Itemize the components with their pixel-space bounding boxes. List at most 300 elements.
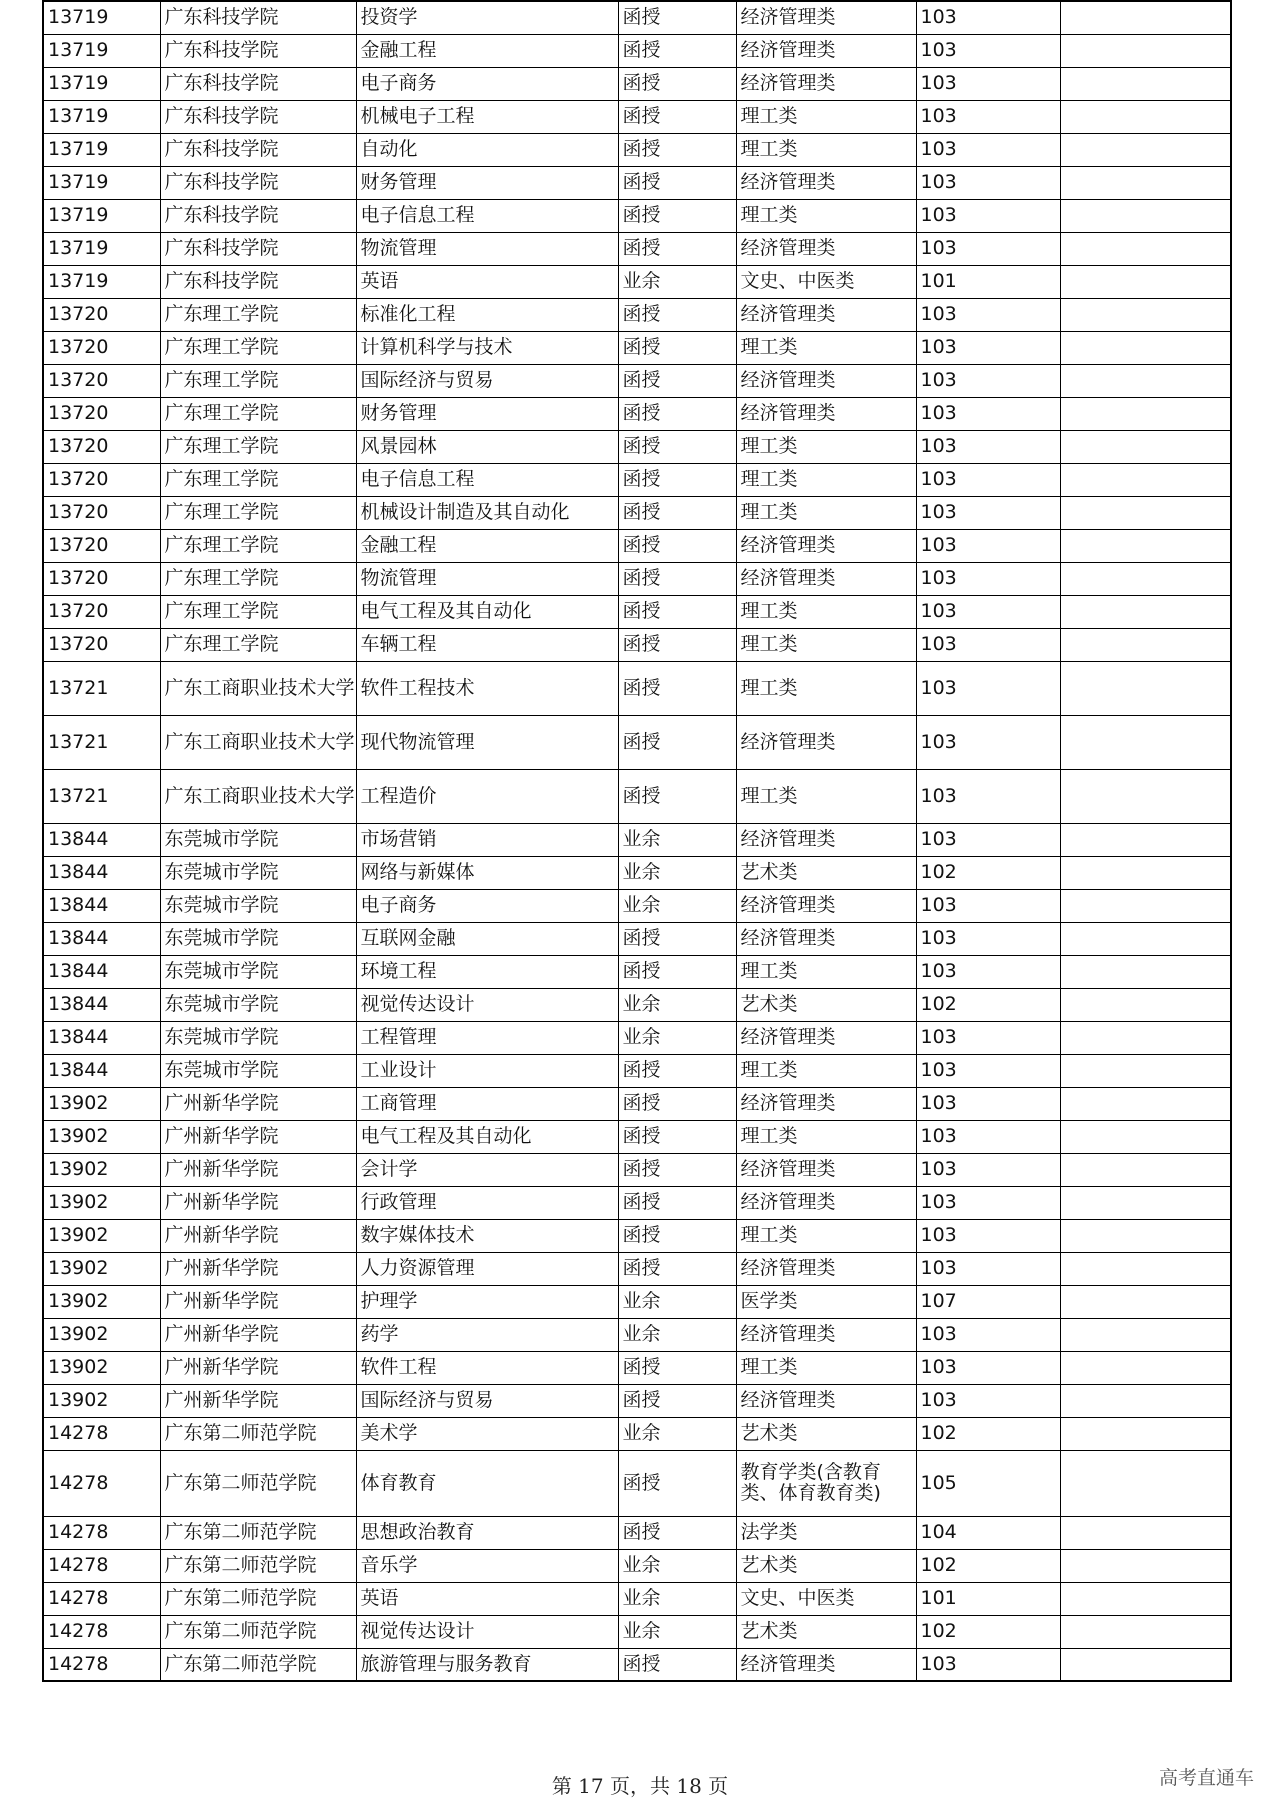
study-mode-cell: 函授 xyxy=(618,1153,736,1186)
major-name-cell: 电子商务 xyxy=(356,67,618,100)
major-name-cell: 英语 xyxy=(356,1582,618,1615)
subject-category-cell: 经济管理类 xyxy=(736,715,916,769)
study-mode-cell: 函授 xyxy=(618,1054,736,1087)
exam-code-cell: 103 xyxy=(916,133,1060,166)
table-row xyxy=(43,1087,1231,1120)
exam-code-cell: 102 xyxy=(916,1417,1060,1450)
study-mode-cell: 业余 xyxy=(618,1615,736,1648)
institution-name-cell: 广东第二师范学院 xyxy=(160,1549,356,1582)
subject-category-cell: 艺术类 xyxy=(736,1417,916,1450)
subject-category-cell: 理工类 xyxy=(736,331,916,364)
institution-code-cell: 14278 xyxy=(43,1516,160,1549)
institution-name-cell: 东莞城市学院 xyxy=(160,988,356,1021)
institution-code-cell: 13902 xyxy=(43,1285,160,1318)
subject-category-cell: 经济管理类 xyxy=(736,1186,916,1219)
subject-category-cell: 理工类 xyxy=(736,628,916,661)
table-row xyxy=(43,1648,1231,1681)
major-name-cell: 工程造价 xyxy=(356,769,618,823)
study-mode-cell: 函授 xyxy=(618,100,736,133)
remark-cell xyxy=(1060,529,1231,562)
institution-name-cell: 广东理工学院 xyxy=(160,397,356,430)
major-name-cell: 英语 xyxy=(356,265,618,298)
subject-category-cell: 医学类 xyxy=(736,1285,916,1318)
table-row xyxy=(43,133,1231,166)
major-name-cell: 音乐学 xyxy=(356,1549,618,1582)
study-mode-cell: 函授 xyxy=(618,1450,736,1516)
remark-cell xyxy=(1060,199,1231,232)
institution-name-cell: 广东科技学院 xyxy=(160,232,356,265)
study-mode-cell: 函授 xyxy=(618,595,736,628)
institution-code-cell: 13719 xyxy=(43,1,160,34)
institution-name-cell: 广东科技学院 xyxy=(160,133,356,166)
exam-code-cell: 107 xyxy=(916,1285,1060,1318)
study-mode-cell: 函授 xyxy=(618,769,736,823)
institution-code-cell: 13720 xyxy=(43,397,160,430)
institution-name-cell: 广东第二师范学院 xyxy=(160,1516,356,1549)
table-row xyxy=(43,988,1231,1021)
exam-code-cell: 103 xyxy=(916,34,1060,67)
remark-cell xyxy=(1060,823,1231,856)
exam-code-cell: 104 xyxy=(916,1516,1060,1549)
study-mode-cell: 函授 xyxy=(618,199,736,232)
institution-code-cell: 14278 xyxy=(43,1450,160,1516)
subject-category-cell: 艺术类 xyxy=(736,1615,916,1648)
remark-cell xyxy=(1060,430,1231,463)
exam-code-cell: 103 xyxy=(916,430,1060,463)
subject-category-cell: 经济管理类 xyxy=(736,1252,916,1285)
table-row xyxy=(43,856,1231,889)
remark-cell xyxy=(1060,1450,1231,1516)
remark-cell xyxy=(1060,463,1231,496)
exam-code-cell: 103 xyxy=(916,889,1060,922)
table-row xyxy=(43,199,1231,232)
study-mode-cell: 函授 xyxy=(618,397,736,430)
study-mode-cell: 函授 xyxy=(618,298,736,331)
study-mode-cell: 函授 xyxy=(618,166,736,199)
institution-name-cell: 广州新华学院 xyxy=(160,1186,356,1219)
remark-cell xyxy=(1060,1252,1231,1285)
remark-cell xyxy=(1060,988,1231,1021)
remark-cell xyxy=(1060,1615,1231,1648)
study-mode-cell: 业余 xyxy=(618,889,736,922)
exam-code-cell: 103 xyxy=(916,1021,1060,1054)
institution-code-cell: 13902 xyxy=(43,1153,160,1186)
remark-cell xyxy=(1060,628,1231,661)
remark-cell xyxy=(1060,265,1231,298)
exam-code-cell: 103 xyxy=(916,1153,1060,1186)
major-name-cell: 现代物流管理 xyxy=(356,715,618,769)
remark-cell xyxy=(1060,595,1231,628)
institution-name-cell: 广州新华学院 xyxy=(160,1153,356,1186)
exam-code-cell: 102 xyxy=(916,988,1060,1021)
subject-category-cell: 经济管理类 xyxy=(736,1384,916,1417)
study-mode-cell: 函授 xyxy=(618,529,736,562)
subject-category-cell: 文史、中医类 xyxy=(736,265,916,298)
major-name-cell: 电子商务 xyxy=(356,889,618,922)
remark-cell xyxy=(1060,232,1231,265)
subject-category-cell: 理工类 xyxy=(736,661,916,715)
institution-code-cell: 13902 xyxy=(43,1087,160,1120)
study-mode-cell: 函授 xyxy=(618,1,736,34)
institution-code-cell: 13721 xyxy=(43,769,160,823)
subject-category-cell: 理工类 xyxy=(736,496,916,529)
exam-code-cell: 102 xyxy=(916,1615,1060,1648)
subject-category-cell: 经济管理类 xyxy=(736,889,916,922)
institution-name-cell: 广东科技学院 xyxy=(160,34,356,67)
exam-code-cell: 103 xyxy=(916,529,1060,562)
major-name-cell: 机械设计制造及其自动化 xyxy=(356,496,618,529)
study-mode-cell: 业余 xyxy=(618,1549,736,1582)
remark-cell xyxy=(1060,922,1231,955)
exam-code-cell: 101 xyxy=(916,265,1060,298)
major-name-cell: 工商管理 xyxy=(356,1087,618,1120)
major-name-cell: 机械电子工程 xyxy=(356,100,618,133)
table-row xyxy=(43,1417,1231,1450)
remark-cell xyxy=(1060,166,1231,199)
remark-cell xyxy=(1060,133,1231,166)
enrollment-table xyxy=(42,0,1232,1682)
remark-cell xyxy=(1060,1021,1231,1054)
institution-code-cell: 13720 xyxy=(43,595,160,628)
remark-cell xyxy=(1060,331,1231,364)
study-mode-cell: 函授 xyxy=(618,628,736,661)
table-row xyxy=(43,1120,1231,1153)
study-mode-cell: 业余 xyxy=(618,1318,736,1351)
institution-name-cell: 广东理工学院 xyxy=(160,463,356,496)
subject-category-cell: 经济管理类 xyxy=(736,298,916,331)
study-mode-cell: 函授 xyxy=(618,955,736,988)
table-row xyxy=(43,661,1231,715)
page-number: 第 17 页，共 18 页 xyxy=(551,1774,729,1798)
subject-category-cell: 经济管理类 xyxy=(736,1318,916,1351)
institution-name-cell: 广东第二师范学院 xyxy=(160,1648,356,1681)
exam-code-cell: 103 xyxy=(916,232,1060,265)
remark-cell xyxy=(1060,1384,1231,1417)
institution-name-cell: 东莞城市学院 xyxy=(160,1054,356,1087)
institution-code-cell: 13902 xyxy=(43,1186,160,1219)
study-mode-cell: 业余 xyxy=(618,1285,736,1318)
institution-code-cell: 13902 xyxy=(43,1120,160,1153)
institution-code-cell: 13719 xyxy=(43,67,160,100)
exam-code-cell: 103 xyxy=(916,199,1060,232)
major-name-cell: 金融工程 xyxy=(356,529,618,562)
table-row xyxy=(43,1186,1231,1219)
subject-category-cell: 经济管理类 xyxy=(736,166,916,199)
major-name-cell: 环境工程 xyxy=(356,955,618,988)
exam-code-cell: 103 xyxy=(916,1120,1060,1153)
institution-name-cell: 广州新华学院 xyxy=(160,1120,356,1153)
study-mode-cell: 函授 xyxy=(618,364,736,397)
study-mode-cell: 函授 xyxy=(618,496,736,529)
institution-code-cell: 13719 xyxy=(43,100,160,133)
subject-category-cell: 经济管理类 xyxy=(736,1,916,34)
subject-category-cell: 经济管理类 xyxy=(736,529,916,562)
subject-category-cell: 经济管理类 xyxy=(736,1087,916,1120)
institution-code-cell: 13844 xyxy=(43,1054,160,1087)
institution-code-cell: 14278 xyxy=(43,1582,160,1615)
study-mode-cell: 函授 xyxy=(618,430,736,463)
institution-name-cell: 广东第二师范学院 xyxy=(160,1450,356,1516)
remark-cell xyxy=(1060,100,1231,133)
exam-code-cell: 103 xyxy=(916,496,1060,529)
subject-category-cell: 理工类 xyxy=(736,769,916,823)
institution-code-cell: 13720 xyxy=(43,628,160,661)
study-mode-cell: 函授 xyxy=(618,661,736,715)
subject-category-cell: 经济管理类 xyxy=(736,397,916,430)
remark-cell xyxy=(1060,889,1231,922)
institution-code-cell: 13720 xyxy=(43,529,160,562)
institution-name-cell: 东莞城市学院 xyxy=(160,856,356,889)
institution-code-cell: 13902 xyxy=(43,1318,160,1351)
major-name-cell: 会计学 xyxy=(356,1153,618,1186)
institution-code-cell: 13719 xyxy=(43,34,160,67)
exam-code-cell: 102 xyxy=(916,856,1060,889)
institution-code-cell: 13844 xyxy=(43,922,160,955)
institution-name-cell: 广东理工学院 xyxy=(160,331,356,364)
exam-code-cell: 103 xyxy=(916,661,1060,715)
study-mode-cell: 函授 xyxy=(618,67,736,100)
study-mode-cell: 业余 xyxy=(618,1021,736,1054)
institution-name-cell: 东莞城市学院 xyxy=(160,922,356,955)
remark-cell xyxy=(1060,1087,1231,1120)
table-row xyxy=(43,1285,1231,1318)
study-mode-cell: 函授 xyxy=(618,1648,736,1681)
institution-code-cell: 13719 xyxy=(43,232,160,265)
subject-category-cell: 理工类 xyxy=(736,1219,916,1252)
table-row xyxy=(43,1,1231,34)
institution-code-cell: 13719 xyxy=(43,133,160,166)
subject-category-cell: 经济管理类 xyxy=(736,1648,916,1681)
exam-code-cell: 103 xyxy=(916,298,1060,331)
major-name-cell: 视觉传达设计 xyxy=(356,988,618,1021)
table-row xyxy=(43,889,1231,922)
major-name-cell: 电气工程及其自动化 xyxy=(356,1120,618,1153)
study-mode-cell: 业余 xyxy=(618,1582,736,1615)
subject-category-cell: 艺术类 xyxy=(736,856,916,889)
institution-code-cell: 13844 xyxy=(43,889,160,922)
exam-code-cell: 103 xyxy=(916,922,1060,955)
institution-code-cell: 13844 xyxy=(43,988,160,1021)
institution-code-cell: 13721 xyxy=(43,661,160,715)
major-name-cell: 体育教育 xyxy=(356,1450,618,1516)
institution-name-cell: 东莞城市学院 xyxy=(160,823,356,856)
institution-name-cell: 广东理工学院 xyxy=(160,496,356,529)
table-body xyxy=(43,1,1231,1681)
major-name-cell: 工业设计 xyxy=(356,1054,618,1087)
institution-code-cell: 13720 xyxy=(43,364,160,397)
institution-code-cell: 13720 xyxy=(43,562,160,595)
study-mode-cell: 业余 xyxy=(618,988,736,1021)
remark-cell xyxy=(1060,1120,1231,1153)
remark-cell xyxy=(1060,661,1231,715)
major-name-cell: 行政管理 xyxy=(356,1186,618,1219)
institution-name-cell: 广东理工学院 xyxy=(160,430,356,463)
table-row xyxy=(43,34,1231,67)
major-name-cell: 药学 xyxy=(356,1318,618,1351)
remark-cell xyxy=(1060,715,1231,769)
subject-category-cell: 理工类 xyxy=(736,595,916,628)
institution-name-cell: 广东第二师范学院 xyxy=(160,1615,356,1648)
institution-code-cell: 13719 xyxy=(43,199,160,232)
exam-code-cell: 103 xyxy=(916,769,1060,823)
remark-cell xyxy=(1060,1648,1231,1681)
major-name-cell: 软件工程 xyxy=(356,1351,618,1384)
table-row xyxy=(43,1582,1231,1615)
major-name-cell: 网络与新媒体 xyxy=(356,856,618,889)
remark-cell xyxy=(1060,298,1231,331)
table-row xyxy=(43,232,1231,265)
study-mode-cell: 函授 xyxy=(618,1516,736,1549)
institution-code-cell: 13720 xyxy=(43,496,160,529)
subject-category-cell: 理工类 xyxy=(736,100,916,133)
institution-name-cell: 广东理工学院 xyxy=(160,298,356,331)
exam-code-cell: 103 xyxy=(916,1087,1060,1120)
institution-code-cell: 13720 xyxy=(43,331,160,364)
exam-code-cell: 103 xyxy=(916,1648,1060,1681)
institution-name-cell: 广东理工学院 xyxy=(160,529,356,562)
study-mode-cell: 函授 xyxy=(618,1384,736,1417)
major-name-cell: 标准化工程 xyxy=(356,298,618,331)
remark-cell xyxy=(1060,562,1231,595)
major-name-cell: 护理学 xyxy=(356,1285,618,1318)
table-row xyxy=(43,1318,1231,1351)
major-name-cell: 风景园林 xyxy=(356,430,618,463)
institution-name-cell: 广州新华学院 xyxy=(160,1351,356,1384)
table-row xyxy=(43,1615,1231,1648)
remark-cell xyxy=(1060,1582,1231,1615)
exam-code-cell: 103 xyxy=(916,1186,1060,1219)
subject-category-cell: 艺术类 xyxy=(736,1549,916,1582)
institution-code-cell: 13720 xyxy=(43,463,160,496)
institution-code-cell: 13844 xyxy=(43,856,160,889)
institution-name-cell: 广州新华学院 xyxy=(160,1285,356,1318)
subject-category-cell: 法学类 xyxy=(736,1516,916,1549)
remark-cell xyxy=(1060,364,1231,397)
major-name-cell: 电子信息工程 xyxy=(356,199,618,232)
institution-name-cell: 广东工商职业技术大学 xyxy=(160,769,356,823)
remark-cell xyxy=(1060,1153,1231,1186)
institution-code-cell: 14278 xyxy=(43,1648,160,1681)
exam-code-cell: 103 xyxy=(916,100,1060,133)
remark-cell xyxy=(1060,856,1231,889)
major-name-cell: 计算机科学与技术 xyxy=(356,331,618,364)
institution-name-cell: 广东科技学院 xyxy=(160,265,356,298)
exam-code-cell: 103 xyxy=(916,1219,1060,1252)
exam-code-cell: 101 xyxy=(916,1582,1060,1615)
institution-name-cell: 广东理工学院 xyxy=(160,595,356,628)
exam-code-cell: 103 xyxy=(916,397,1060,430)
institution-code-cell: 13844 xyxy=(43,955,160,988)
brand-watermark: 高考直通车 xyxy=(1158,1767,1254,1789)
institution-name-cell: 东莞城市学院 xyxy=(160,889,356,922)
study-mode-cell: 函授 xyxy=(618,1087,736,1120)
table-row xyxy=(43,496,1231,529)
study-mode-cell: 函授 xyxy=(618,1120,736,1153)
major-name-cell: 人力资源管理 xyxy=(356,1252,618,1285)
institution-name-cell: 广东科技学院 xyxy=(160,199,356,232)
table-row xyxy=(43,397,1231,430)
study-mode-cell: 函授 xyxy=(618,331,736,364)
major-name-cell: 市场营销 xyxy=(356,823,618,856)
subject-category-cell: 经济管理类 xyxy=(736,1021,916,1054)
subject-category-cell: 理工类 xyxy=(736,955,916,988)
table-row xyxy=(43,955,1231,988)
study-mode-cell: 函授 xyxy=(618,562,736,595)
subject-category-cell: 经济管理类 xyxy=(736,364,916,397)
remark-cell xyxy=(1060,1417,1231,1450)
remark-cell xyxy=(1060,1516,1231,1549)
institution-name-cell: 广东理工学院 xyxy=(160,364,356,397)
major-name-cell: 自动化 xyxy=(356,133,618,166)
institution-code-cell: 14278 xyxy=(43,1549,160,1582)
major-name-cell: 数字媒体技术 xyxy=(356,1219,618,1252)
institution-code-cell: 13720 xyxy=(43,298,160,331)
study-mode-cell: 函授 xyxy=(618,1252,736,1285)
institution-code-cell: 13902 xyxy=(43,1219,160,1252)
study-mode-cell: 业余 xyxy=(618,823,736,856)
subject-category-cell: 经济管理类 xyxy=(736,823,916,856)
table-row xyxy=(43,595,1231,628)
exam-code-cell: 102 xyxy=(916,1549,1060,1582)
subject-category-cell: 经济管理类 xyxy=(736,562,916,595)
table-row xyxy=(43,1054,1231,1087)
remark-cell xyxy=(1060,496,1231,529)
major-name-cell: 视觉传达设计 xyxy=(356,1615,618,1648)
table-row xyxy=(43,529,1231,562)
table-row xyxy=(43,1252,1231,1285)
subject-category-cell: 经济管理类 xyxy=(736,232,916,265)
study-mode-cell: 函授 xyxy=(618,922,736,955)
exam-code-cell: 103 xyxy=(916,595,1060,628)
exam-code-cell: 103 xyxy=(916,1054,1060,1087)
institution-name-cell: 东莞城市学院 xyxy=(160,955,356,988)
study-mode-cell: 函授 xyxy=(618,133,736,166)
subject-category-cell: 经济管理类 xyxy=(736,34,916,67)
major-name-cell: 互联网金融 xyxy=(356,922,618,955)
major-name-cell: 思想政治教育 xyxy=(356,1516,618,1549)
subject-category-cell: 理工类 xyxy=(736,463,916,496)
major-name-cell: 电气工程及其自动化 xyxy=(356,595,618,628)
major-name-cell: 金融工程 xyxy=(356,34,618,67)
remark-cell xyxy=(1060,1318,1231,1351)
table-row xyxy=(43,628,1231,661)
subject-category-cell: 理工类 xyxy=(736,199,916,232)
remark-cell xyxy=(1060,1285,1231,1318)
institution-code-cell: 14278 xyxy=(43,1615,160,1648)
major-name-cell: 国际经济与贸易 xyxy=(356,364,618,397)
table-row xyxy=(43,298,1231,331)
table-row xyxy=(43,331,1231,364)
study-mode-cell: 业余 xyxy=(618,856,736,889)
exam-code-cell: 103 xyxy=(916,1,1060,34)
exam-code-cell: 103 xyxy=(916,628,1060,661)
table-row xyxy=(43,1450,1231,1516)
table-row xyxy=(43,769,1231,823)
major-name-cell: 财务管理 xyxy=(356,166,618,199)
institution-code-cell: 13844 xyxy=(43,1021,160,1054)
subject-category-cell: 理工类 xyxy=(736,1054,916,1087)
table-row xyxy=(43,1021,1231,1054)
exam-code-cell: 103 xyxy=(916,955,1060,988)
table-row xyxy=(43,1516,1231,1549)
table-row xyxy=(43,922,1231,955)
major-name-cell: 财务管理 xyxy=(356,397,618,430)
exam-code-cell: 103 xyxy=(916,562,1060,595)
remark-cell xyxy=(1060,1054,1231,1087)
exam-code-cell: 103 xyxy=(916,463,1060,496)
exam-code-cell: 103 xyxy=(916,1252,1060,1285)
subject-category-cell: 理工类 xyxy=(736,1120,916,1153)
